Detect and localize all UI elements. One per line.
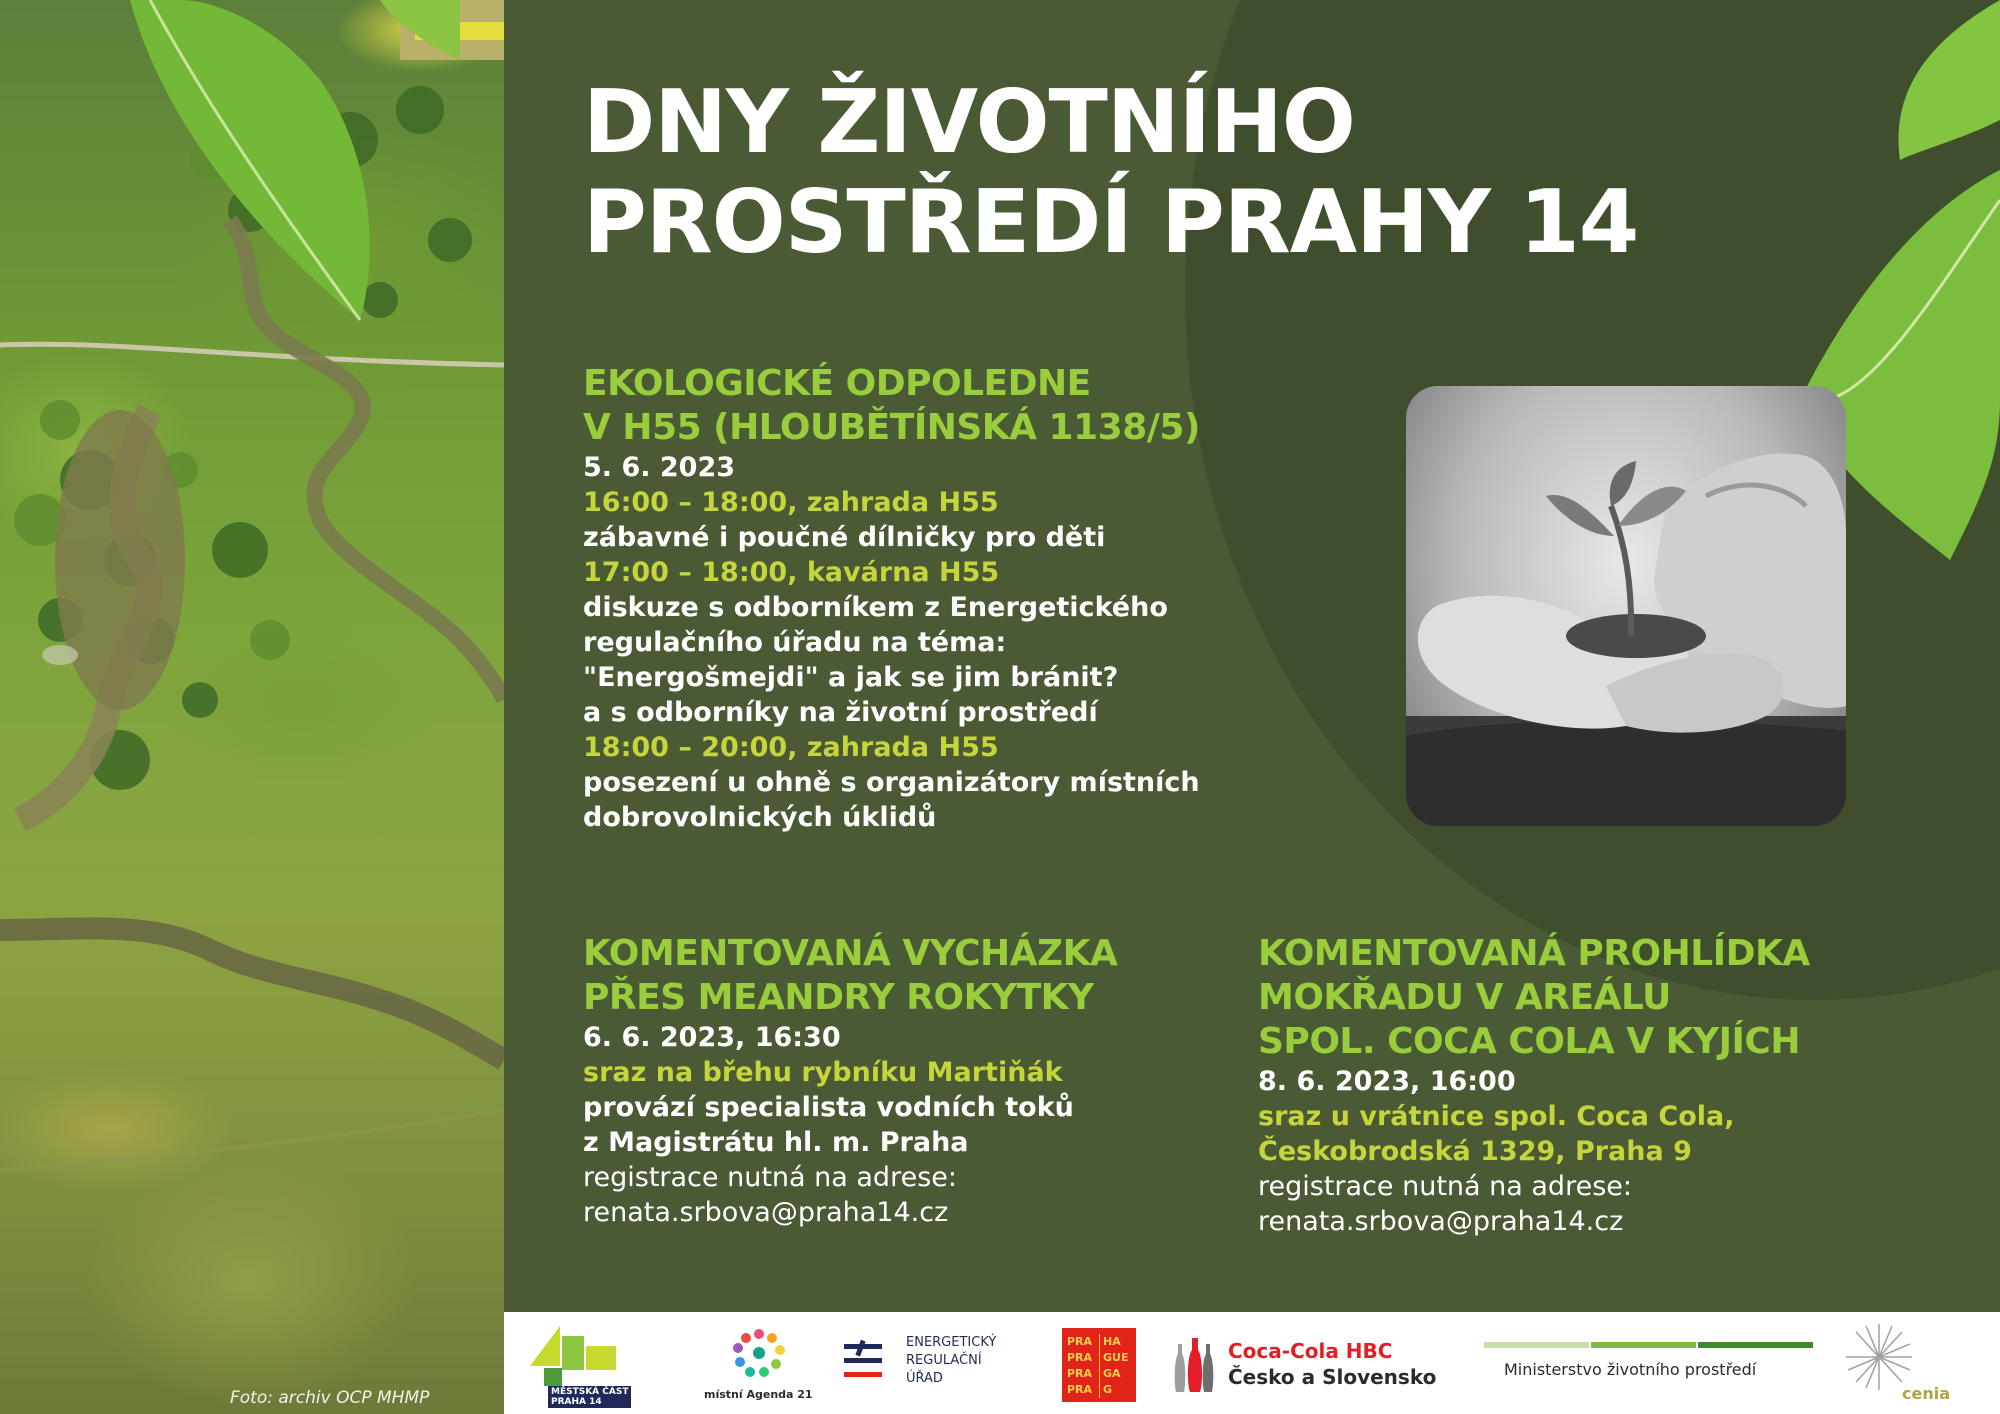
event2-heading-2: PŘES MEANDRY ROKYTKY [583, 977, 1094, 1018]
logo-cenia [1844, 1322, 1964, 1408]
mzp-bar-1 [1484, 1342, 1589, 1348]
leaf-top-left-icon [120, 0, 460, 340]
praha-c1-1: PRA [1067, 1335, 1093, 1348]
event1-heading-1: EKOLOGICKÉ ODPOLEDNE [583, 363, 1091, 404]
logo-praha14 [530, 1326, 650, 1406]
coca-cola-label [1228, 1338, 1436, 1390]
page-title [583, 72, 1638, 272]
event1-desc-1: zábavné i poučné dílničky pro děti [583, 522, 1106, 553]
cenia-label: cenia [1902, 1384, 1951, 1403]
event3-email: renata.srbova@praha14.cz [1258, 1206, 1624, 1237]
event3-heading-1: KOMENTOVANÁ PROHLÍDKA [1258, 933, 1810, 974]
event1-time-1: 16:00 – 18:00, zahrada H55 [583, 487, 999, 518]
event2-registration: registrace nutná na adrese: [583, 1162, 957, 1193]
praha-c2-4: G [1103, 1383, 1113, 1396]
praha-c1-4: PRA [1067, 1383, 1093, 1396]
event-ecological-afternoon [583, 362, 1200, 835]
praha14-line-1: MĚSTSKÁ ČÁST [551, 1387, 629, 1397]
praha14-line-2: PRAHA 14 [551, 1397, 602, 1407]
praha-c2-3: GA [1103, 1367, 1121, 1380]
event3-date: 8. 6. 2023, 16:00 [1258, 1066, 1516, 1097]
event2-place: sraz na břehu rybníku Martiňák [583, 1057, 1063, 1088]
event3-heading-2: MOKŘADU V AREÁLU [1258, 977, 1671, 1018]
logo-footer [504, 1312, 2000, 1414]
coca-cola-line-1: Coca-Cola HBC [1228, 1339, 1393, 1363]
hands-seedling-photo [1406, 386, 1846, 826]
event2-desc-1: provází specialista vodních toků [583, 1092, 1074, 1123]
coca-cola-line-2: Česko a Slovensko [1228, 1365, 1437, 1389]
eru-line-2: REGULAČNÍ [906, 1353, 982, 1368]
eru-mark-icon [840, 1338, 890, 1388]
agenda21-dots-icon [724, 1326, 794, 1382]
eru-line-1: ENERGETICKÝ [906, 1335, 997, 1350]
event3-place-1: sraz u vrátnice spol. Coca Cola, [1258, 1101, 1735, 1132]
event1-desc-3a: posezení u ohně s organizátory místních [583, 767, 1200, 798]
agenda21-label: místní Agenda 21 [704, 1388, 813, 1401]
hands-seedling-illustration [1406, 386, 1846, 826]
event1-time-3: 18:00 – 20:00, zahrada H55 [583, 732, 999, 763]
logo-eru [840, 1330, 1040, 1400]
praha-col-1 [1067, 1334, 1092, 1398]
event3-place-2: Českobrodská 1329, Praha 9 [1258, 1136, 1692, 1167]
praha-col-2 [1099, 1334, 1128, 1398]
praha14-label [548, 1386, 631, 1408]
bottles-icon [1172, 1334, 1218, 1394]
event-guided-tour [1258, 932, 1810, 1239]
eru-line-3: ÚŘAD [906, 1371, 943, 1386]
event1-desc-2d: a s odborníky na životní prostředí [583, 697, 1098, 728]
mzp-label: Ministerstvo životního prostředí [1504, 1360, 1757, 1379]
mzp-bar-2 [1591, 1342, 1696, 1348]
cenia-rays-icon [1844, 1322, 1914, 1392]
praha-c2-1: HA [1103, 1335, 1121, 1348]
event3-registration: registrace nutná na adrese: [1258, 1171, 1632, 1202]
photo-credit: Foto: archiv OCP MHMP [230, 1388, 430, 1408]
logo-agenda21 [704, 1326, 814, 1406]
title-line-1: DNY ŽIVOTNÍHO [583, 71, 1355, 173]
event1-date: 5. 6. 2023 [583, 452, 736, 483]
praha-c2-2: GUE [1103, 1351, 1129, 1364]
event2-desc-2: z Magistrátu hl. m. Praha [583, 1127, 969, 1158]
praha-c1-2: PRA [1067, 1351, 1093, 1364]
event-guided-walk [583, 932, 1117, 1230]
event1-desc-2b: regulačního úřadu na téma: [583, 627, 1007, 658]
event3-heading-3: SPOL. COCA COLA V KYJÍCH [1258, 1021, 1800, 1062]
title-line-2: PROSTŘEDÍ PRAHY 14 [583, 171, 1639, 273]
eru-label [906, 1334, 996, 1388]
logo-praha [1062, 1328, 1136, 1402]
praha14-mark-icon [530, 1326, 620, 1386]
event1-heading-2: V H55 (HLOUBĚTÍNSKÁ 1138/5) [583, 407, 1200, 448]
event2-date: 6. 6. 2023, 16:30 [583, 1022, 841, 1053]
mzp-bar-3 [1698, 1342, 1813, 1348]
event1-desc-3b: dobrovolnických úklidů [583, 802, 937, 833]
event1-desc-2a: diskuze s odborníkem z Energetického [583, 592, 1168, 623]
event1-desc-2c: "Energošmejdi" a jak se jim bránit? [583, 662, 1119, 693]
event1-time-2: 17:00 – 18:00, kavárna H55 [583, 557, 1000, 588]
event2-email: renata.srbova@praha14.cz [583, 1197, 949, 1228]
event2-heading-1: KOMENTOVANÁ VYCHÁZKA [583, 933, 1118, 974]
praha-c1-3: PRA [1067, 1367, 1093, 1380]
logo-coca-cola-hbc [1172, 1334, 1462, 1398]
logo-ministerstvo [1484, 1342, 1814, 1392]
